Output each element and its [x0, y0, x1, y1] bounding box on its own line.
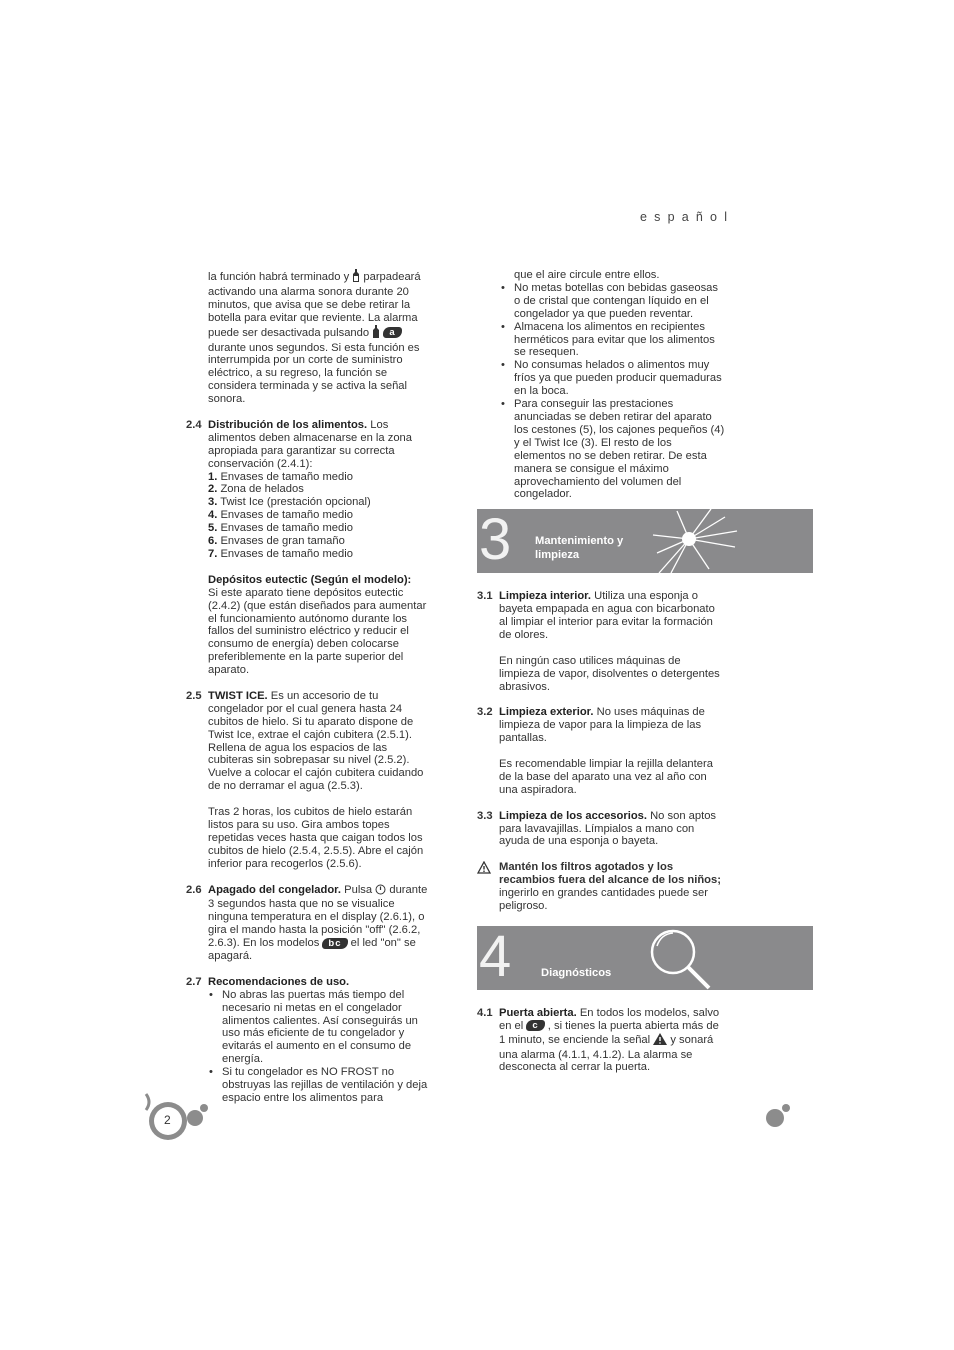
- bottle-icon: [372, 325, 380, 342]
- section-2-7: [186, 976, 431, 1105]
- list-item: 2. Zona de helados: [208, 483, 304, 496]
- chapter-4-banner: [477, 923, 813, 990]
- section-number: 3.3: [477, 809, 493, 822]
- zone-list: [208, 471, 431, 561]
- section-title: Distribución de los alimentos.: [208, 418, 368, 431]
- section-title: TWIST ICE.: [208, 689, 268, 702]
- warning-note: Mantén los filtros agotados y los recambios fuera del alcance de los niños; ingerirlo en grandes cantidades puede ser peligroso.: [477, 861, 721, 913]
- list-item: • No metas botellas con bebidas gaseosas o de cristal que contengan líquido en el congelador ya que pueden reventar.: [514, 282, 726, 321]
- section-number: 4.1: [477, 1006, 493, 1019]
- section-title: Puerta abierta.: [499, 1006, 577, 1019]
- warning-icon: [653, 1033, 667, 1049]
- chapter-number: 4: [479, 923, 512, 989]
- section-number: 2.6: [186, 883, 202, 896]
- warning-icon: [477, 861, 491, 878]
- section-number: 2.4: [186, 418, 202, 431]
- page-number-badge: [140, 1092, 220, 1156]
- section-2-6: 2.6 Apagado del congelador. Pulsa durante 3 segundos hasta que no se visualice ninguna temperatura en el display (2.6.1), o gira el mando hasta la posición "off" (2.6.2, 2.6.3). En los modelos bc el led "on" se apagará.: [186, 883, 428, 963]
- section-4-1: 4.1 Puerta abierta. En todos los modelos, salvo en el c , si tienes la puerta abierta más de 1 minuto, se enciende la señal y sonará una alarma (4.1.1, 4.1.2). La alarma se desconecta al cerrar la puerta.: [477, 1006, 720, 1074]
- chapter-title: Mantenimiento y limpieza: [535, 535, 624, 562]
- list-item: 3. Twist Ice (prestación opcional): [208, 496, 371, 509]
- chapter-3-banner: [477, 509, 813, 573]
- section-title: Limpieza exterior.: [499, 706, 594, 719]
- chapter-number: 3: [479, 507, 512, 573]
- continued-text: que el aire circule entre ellos.: [514, 269, 660, 281]
- list-item: • No abras las puertas más tiempo del necesario ni metas en el congelador alimentos calientes. Así conseguirás un uso más eficiente de tu congelador y evitarás el aumento en el consumo de energía.: [222, 989, 431, 1066]
- section-3-3: 3.3 Limpieza de los accesorios. No son aptos para lavavajillas. Límpialos a mano con ayuda de una esponja o bayeta.: [477, 809, 717, 848]
- section-number: 3.1: [477, 590, 493, 603]
- magnifier-icon: [643, 926, 723, 990]
- list-item: 6. Envases de gran tamaño: [208, 535, 345, 548]
- left-column: [186, 269, 431, 1118]
- button-a-badge: a: [383, 327, 401, 338]
- section-number: 2.7: [186, 975, 202, 988]
- list-item: 4. Envases de tamaño medio: [208, 509, 353, 522]
- section-3-2: 3.2 Limpieza exterior. No uses máquinas de limpieza de vapor para la limpieza de las pantallas. Es recomendable limpiar la rejilla delantera de la base del aparato una vez al año con una aspiradora.: [477, 706, 713, 796]
- language-label: español: [640, 210, 735, 224]
- section-number: 3.2: [477, 706, 493, 719]
- right-column: [477, 269, 813, 1087]
- section-title: Recomendaciones de uso.: [208, 975, 350, 988]
- button-bc-badge: bc: [322, 938, 347, 949]
- section-2-5: 2.5 TWIST ICE. Es un accesorio de tu congelador por el cual genera hasta 24 cubitos de hielo. Si tu aparato dispone de Twist Ice, extrae el cajón cubitera (2.5.1). Rellena de agua los espacios de las cubiteras sin sobrepasar su nivel (2.5.2). Vuelve a colocar el cajón cubitera cuidando de no derramar el agua (2.5.3). Tras 2 horas, los cubitos de hielo estarán listos para su uso. Gira ambos topes repetidas veces hasta que caigan todos los cubitos de hielo (2.5.4, 2.5.5). Abre el cajón inferior para recogerlos (2.5.6).: [186, 689, 424, 870]
- recommendation-list: [208, 989, 431, 1105]
- list-item: • Si tu congelador es NO FROST no obstruyas las rejillas de ventilación y deja espacio entre los alimentos para: [222, 1066, 431, 1105]
- power-icon: [375, 884, 386, 899]
- list-item: • Para conseguir las prestaciones anunciadas se deben retirar del aparato los cestones (5), los cajones pequeños (4) y el Twist Ice (3). El resto de los elementos no se deben retirar. De esta manera se consigue el máximo aprovechamiento del volumen del congelador.: [514, 398, 726, 501]
- eutectic-text: Si este aparato tiene depósitos eutectic (2.4.2) (que están diseñados para aumentar el funcionamiento autónomo durante los fallos del suministro eléctrico y reducir el consumo de energía) deben colocarse preferiblemente en la parte superior del aparato.: [208, 586, 427, 677]
- list-item: • Almacena los alimentos en recipientes herméticos para evitar que los alimentos se resequen.: [514, 321, 726, 360]
- section-3-1: 3.1 Limpieza interior. Utiliza una esponja o bayeta empapada en agua con bicarbonato al limpiar el interior para evitar la formación de olores. En ningún caso utilices máquinas de limpieza de vapor, disolventes o detergentes abrasivos.: [477, 590, 720, 693]
- list-item: 5. Envases de tamaño medio: [208, 522, 353, 535]
- section-2-4: 2.4 Distribución de los alimentos. Los alimentos deben almacenarse en la zona apropiada para garantizar su correcta conservación (2.4.1): 1. Envases de tamaño medio 2. Zona de helados 3. Twist Ice (prestación opcional) 4. Envases de tamaño medio 5. Envases de tamaño medio 6. Envases de gran tamaño 7. Envases de tamaño medio Depósitos eutectic (Según el modelo): Si este aparato tiene depósitos eutectic (2.4.2) (que están diseñados para aumentar el funcionamiento autónomo durante los fallos del suministro eléctrico y reducir el consumo de energía) deben colocarse preferiblemente en la parte superior del aparato.: [186, 419, 431, 677]
- intro-paragraph: la función habrá terminado y parpadeará activando una alarma sonora durante 20 minutos, que avisa que se debe retirar la botella para evitar que reviente. La alarma puede ser desactivada pulsando a durante unos segundos. Si esta función es interrumpida por un corte de suministro eléctrico, a su regreso, la función se considera terminada y se activa la señal sonora.: [208, 271, 421, 406]
- section-title: Limpieza de los accesorios.: [499, 809, 647, 822]
- recommendation-list: [514, 282, 726, 501]
- sparkle-icon: [649, 509, 745, 573]
- page-number: 2: [164, 1113, 171, 1127]
- decorative-circles-icon: [140, 1092, 220, 1152]
- decorative-circles-icon: [760, 1100, 800, 1130]
- eutectic-title: Depósitos eutectic (Según el modelo):: [208, 573, 412, 586]
- list-item: 7. Envases de tamaño medio: [208, 548, 353, 561]
- chapter-title: Diagnósticos: [541, 966, 612, 979]
- section-title: Apagado del congelador.: [208, 883, 342, 896]
- section-title: Limpieza interior.: [499, 590, 592, 603]
- list-item: 1. Envases de tamaño medio: [208, 470, 353, 483]
- list-item: • No consumas helados o alimentos muy fríos ya que pueden producir quemaduras en la boca.: [514, 359, 726, 398]
- button-c-badge: c: [526, 1020, 544, 1031]
- section-number: 2.5: [186, 689, 202, 702]
